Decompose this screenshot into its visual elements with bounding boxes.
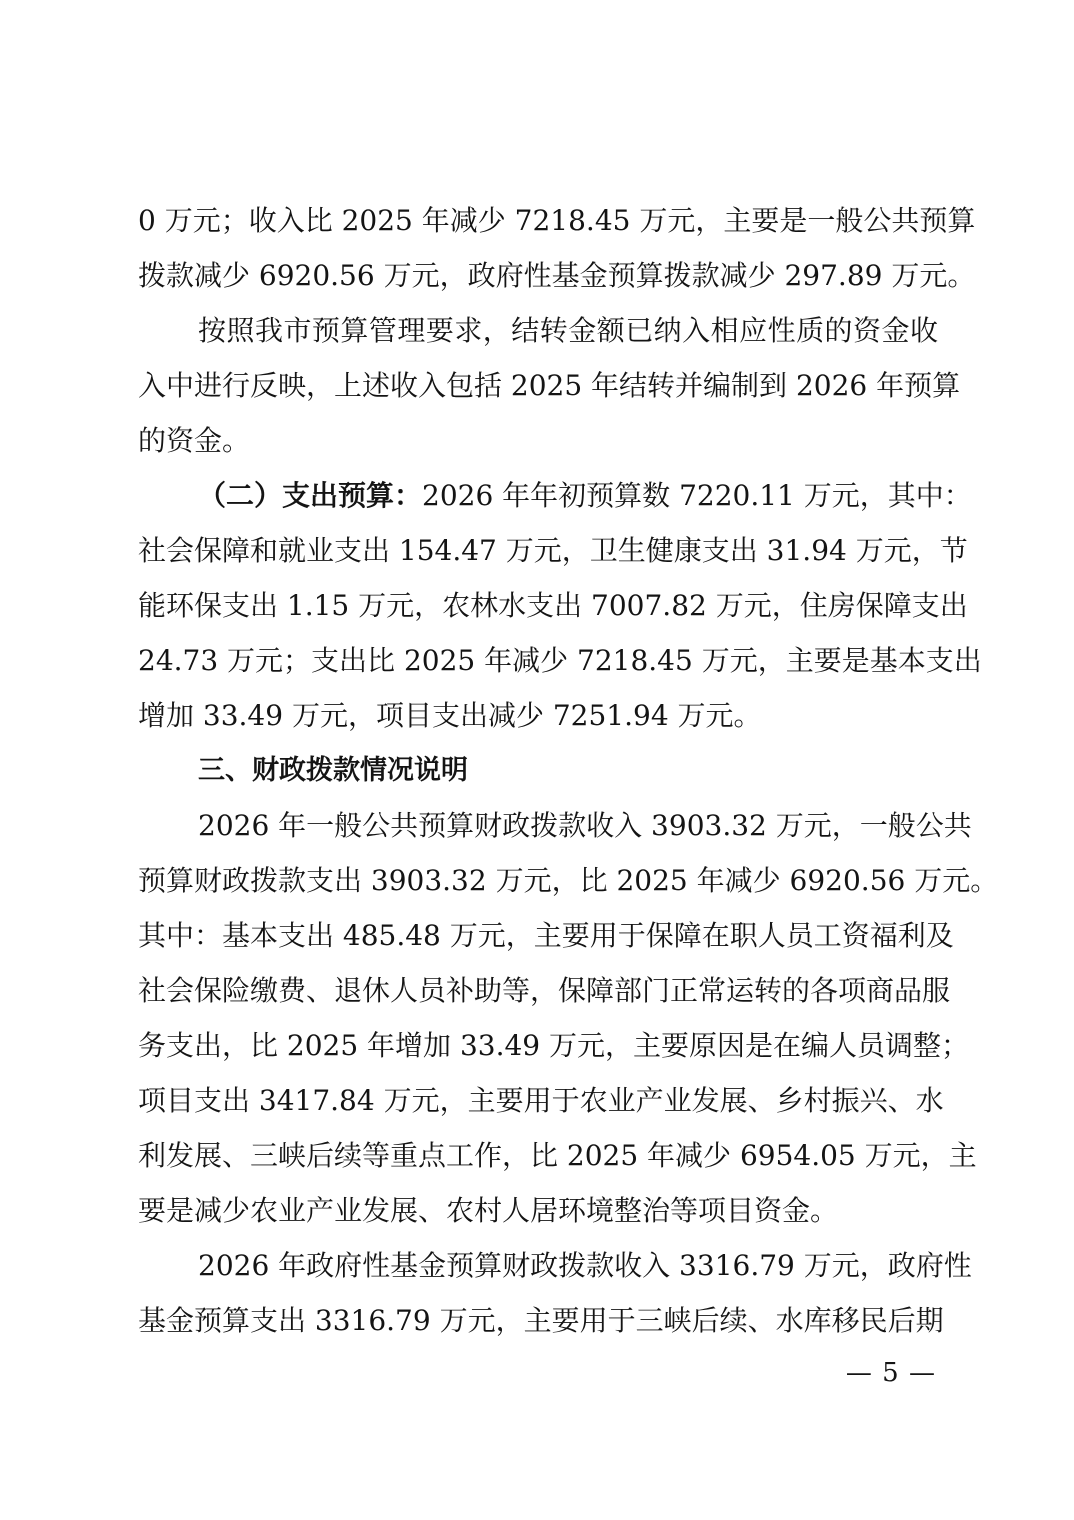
text-line-11: 2026 年一般公共预算财政拨款收入 3903.32 万元，一般公共 — [198, 809, 972, 842]
text-line-20: 基金预算支出 3316.79 万元，主要用于三峡后续、水库移民后期 — [138, 1304, 944, 1337]
section-heading: 三、财政拨款情况说明 — [198, 755, 468, 786]
expenditure-budget-text: 2026 年年初预算数 7220.11 万元，其中： — [422, 479, 972, 512]
text-line-5: 的资金。 — [138, 424, 251, 457]
text-line-16: 项目支出 3417.84 万元，主要用于农业产业发展、乡村振兴、水 — [138, 1084, 944, 1117]
text-line-12: 预算财政拨款支出 3903.32 万元，比 2025 年减少 6920.56 万元。 — [138, 864, 999, 897]
text-line-18: 要是减少农业产业发展、农村人居环境整治等项目资金。 — [138, 1194, 839, 1227]
text-line-15: 务支出，比 2025 年增加 33.49 万元，主要原因是在编人员调整； — [138, 1029, 970, 1062]
text-line-2: 拨款减少 6920.56 万元，政府性基金预算拨款减少 297.89 万元。 — [138, 259, 976, 292]
text-line-14: 社会保险缴费、退休人员补助等，保障部门正常运转的各项商品服 — [138, 974, 951, 1007]
expenditure-budget-label: （二）支出预算： — [198, 479, 423, 512]
text-line-13: 其中：基本支出 485.48 万元，主要用于保障在职人员工资福利及 — [138, 919, 954, 952]
page-number: — 5 — — [845, 1358, 936, 1388]
text-line-7: 社会保障和就业支出 154.47 万元，卫生健康支出 31.94 万元，节 — [138, 534, 968, 567]
text-line-10: 增加 33.49 万元，项目支出减少 7251.94 万元。 — [138, 699, 762, 732]
text-line-19: 2026 年政府性基金预算财政拨款收入 3316.79 万元，政府性 — [198, 1249, 972, 1282]
text-line-8: 能环保支出 1.15 万元，农林水支出 7007.82 万元，住房保障支出 — [138, 589, 968, 622]
text-line-1: 0 万元；收入比 2025 年减少 7218.45 万元，主要是一般公共预算 — [138, 204, 976, 237]
text-line-9: 24.73 万元；支出比 2025 年减少 7218.45 万元，主要是基本支出 — [138, 644, 982, 677]
text-line-3: 按照我市预算管理要求，结转金额已纳入相应性质的资金收 — [198, 314, 938, 347]
text-line-4: 入中进行反映，上述收入包括 2025 年结转并编制到 2026 年预算 — [138, 369, 961, 402]
text-line-17: 利发展、三峡后续等重点工作，比 2025 年减少 6954.05 万元，主 — [138, 1139, 977, 1172]
text-line-6 — [198, 476, 972, 516]
